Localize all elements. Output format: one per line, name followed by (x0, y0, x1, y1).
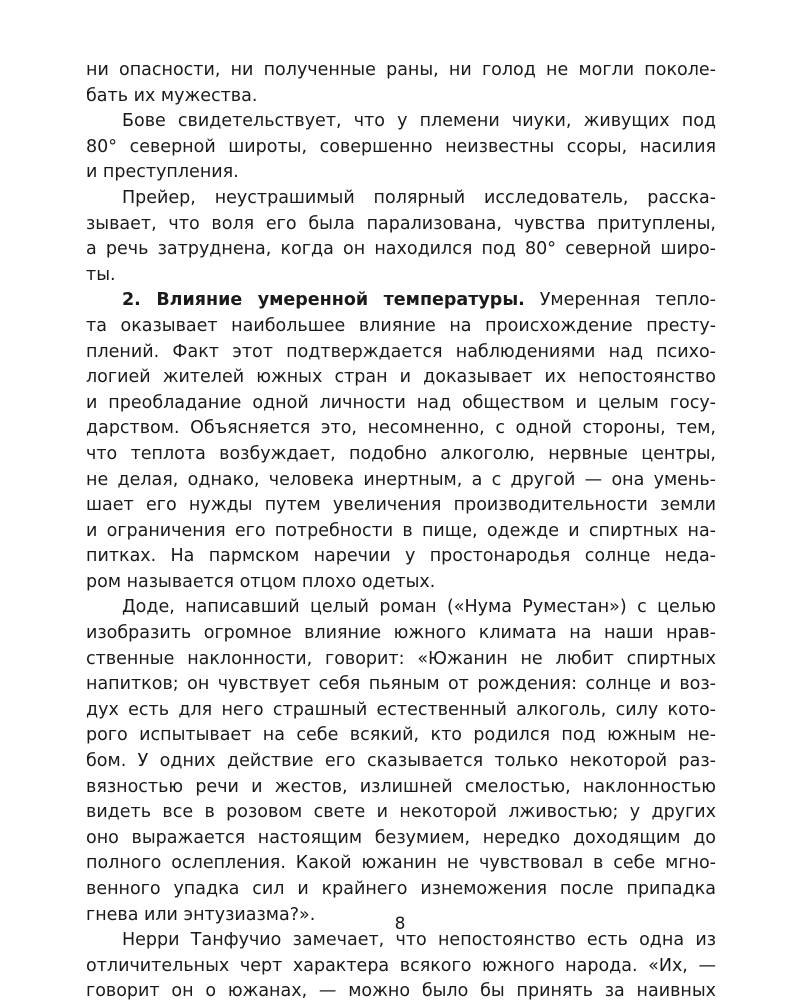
text-line: ты. (86, 264, 116, 285)
text-line: вязностью речи и жестов, излишней смелостью, наклонностью (86, 776, 716, 797)
text-line: Прейер, неустрашимый полярный исследователь, расска- (122, 187, 716, 208)
text-line: а речь затруднена, когда он находился под 80° северной широ- (86, 239, 716, 260)
text-line: рого испытывает на себе всякий, кто родился под южным не- (86, 725, 716, 746)
text-line: и ограничения его потребности в пище, одежде и спиртных на- (86, 520, 716, 541)
text-line: полного ослепления. Какой южанин не чувствовал в себе мгно- (86, 853, 716, 874)
section-heading-continuation: Умеренная тепло- (524, 290, 716, 311)
body-text (86, 58, 716, 1005)
text-line: 80° северной широты, совершенно неизвестны ссоры, насилия (86, 136, 716, 157)
text-line: ни опасности, ни полученные раны, ни голод не могли поколе- (86, 60, 716, 80)
section-heading: 2. Влияние умеренной температуры. (122, 290, 525, 311)
text-line: Доде, написавший целый роман («Нума Руместан») с целью (122, 597, 716, 618)
text-line (86, 288, 716, 314)
text-line: и преобладание одной личности над обществом и целым госу- (86, 392, 716, 413)
text-line: логией жителей южных стран и доказывает их непостоянство (86, 367, 716, 388)
text-line: напитков; он чувствует себя пьяным от рождения: солнце и воз- (86, 674, 716, 695)
text-line: дух есть для него страшный естественный алкоголь, силу кото- (86, 699, 716, 720)
text-line: и преступления. (86, 162, 239, 183)
text-line: изобразить огромное влияние южного климата на наши нрав- (86, 623, 716, 644)
page-number: 8 (394, 914, 406, 934)
text-line: Нерри Танфучио замечает, что непостоянство есть одна из (122, 930, 716, 951)
text-line: венного упадка сил и крайнего изнеможения после припадка (86, 879, 716, 899)
text-line: что теплота возбуждает, подобно алкоголю, нервные центры, (86, 443, 716, 464)
text-line: шает его нужды путем увеличения производительности земли (86, 495, 716, 516)
text-line: бать их мужества. (86, 85, 258, 106)
text-line: оно выражается настоящим безумием, нередко доходящим до (86, 827, 716, 848)
text-line: Бове свидетельствует, что у племени чиуки, живущих под (122, 111, 716, 132)
text-line: ром называется отцом плохо одетых. (86, 571, 436, 592)
text-line: бом. У одних действие его сказывается только некоторой раз- (86, 751, 716, 772)
text-line: дарством. Объясняется это, несомненно, с одной стороны, тем, (86, 418, 716, 439)
text-line: видеть все в розовом свете и некоторой лживостью; у других (86, 802, 716, 823)
text-line: гнева или энтузиазма?». (86, 904, 316, 925)
text-line: питках. На пармском наречии у простонародья солнце недa- (86, 546, 716, 567)
text-line: плений. Факт этот подтверждается наблюдениями над психо- (86, 341, 716, 362)
text-line: та оказывает наибольшее влияние на происхождение престу- (86, 315, 716, 336)
text-line: ственные наклонности, говорит: «Южанин не любит спиртных (86, 648, 716, 669)
text-line: зывает, что воля его была парализована, чувства притуплены, (86, 213, 716, 234)
text-line: отличительных черт характера всякого южного народа. «Их, — (86, 955, 716, 976)
text-line: не делая, однако, человека инертным, а с другой — она умень- (86, 469, 716, 490)
text-line: говорит он о южанах, — можно было бы принять за наивных (86, 981, 716, 1002)
